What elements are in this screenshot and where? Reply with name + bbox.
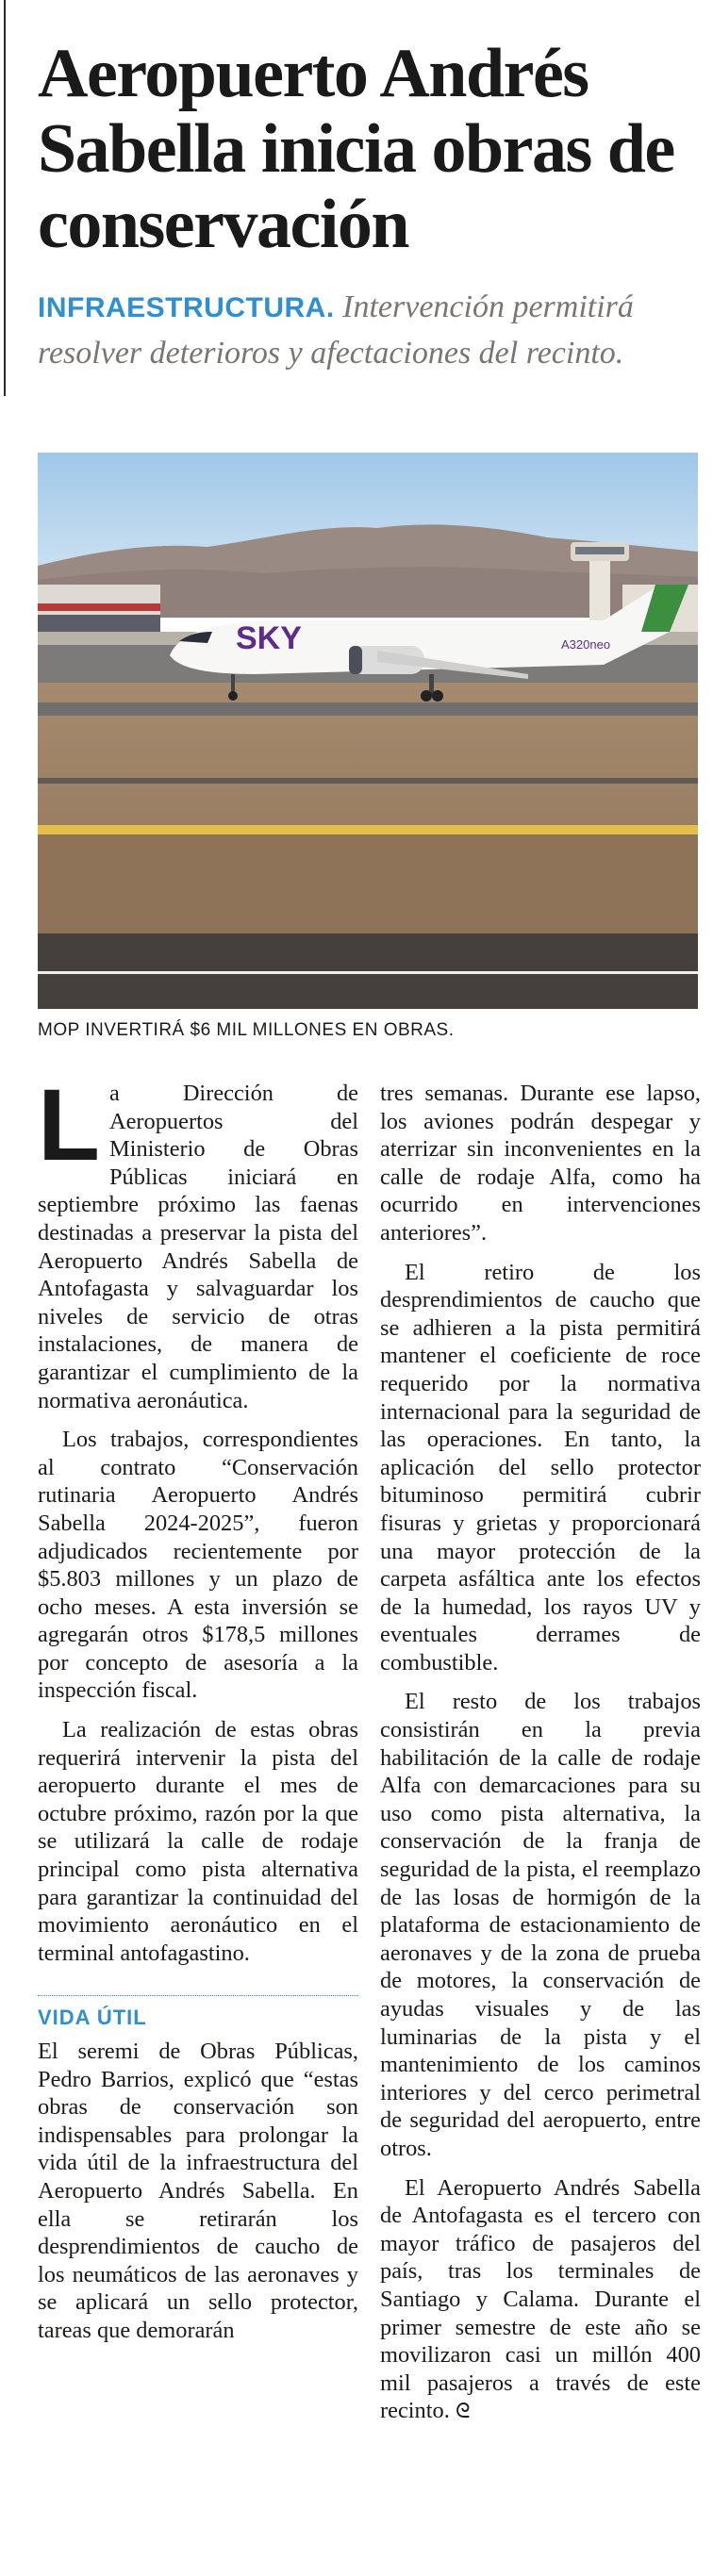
aircraft-model-text: A320neo — [561, 637, 611, 652]
aircraft-brand-text: SKY — [236, 620, 302, 656]
section-kicker: INFRAESTRUCTURA. — [38, 292, 335, 323]
paragraph: El seremi de Obras Públicas, Pedro Barrios, explicó que “estas obras de conservación son indispensables para prolongar la vida útil de la infraestructura del Aeropuerto Andrés Sabella. En ella se retirarán los desprendimientos de caucho de los neumáticos de las aeronaves y se aplicará un sello protector, tareas que demorarán — [38, 2039, 358, 2343]
lead-text: Intervención permitirá resolver deterioros y afectaciones del recinto. — [38, 289, 634, 371]
paragraph: Los trabajos, correspondientes al contrato “Conservación rutinaria Aeropuerto Andrés Sabella 2024-2025”, fueron adjudicados recientemente por $5.803 millones y un plazo de ocho meses. A esta inversión se agregarán otros $178,5 millones por concepto de asesoría a la inspección fiscal. — [38, 1427, 358, 1704]
section-title: VIDA ÚTIL — [38, 1995, 358, 2032]
paragraph: La realización de estas obras requerirá intervenir la pista del aeropuerto durante el mes de octubre próximo, razón por la que se utilizará la calle de rodaje principal como pista alternativa para garantizar la continuidad del movimiento aeronáutico en el terminal antofagastino. — [38, 1717, 358, 1966]
paragraph — [38, 1067, 358, 1414]
article-column-left — [38, 1067, 358, 2345]
drop-cap: L — [38, 1067, 100, 1181]
paragraph-text: El Aeropuerto Andrés Sabella de Antofagasta es el tercero con mayor tráfico de pasajeros del país, tras los terminales de Santiago y Calama. Durante el primer semestre de este año se movilizaron casi un millón 400 mil pasajeros a través de este recinto. — [380, 2174, 701, 2424]
paragraph-text: a Dirección de Aeropuertos del Ministerio de Obras Públicas iniciará en septiembre próximo las faenas destinadas a preservar la pista del Aeropuerto Andrés Sabella de Antofagasta y salvaguardar los niveles de servicio de otras instalaciones, de manera de garantizar el cumplimiento de la normativa aeronáutica. — [38, 1081, 358, 1413]
article-column-right — [380, 1080, 701, 2426]
article-headline: Aeropuerto Andrés Sabella inicia obras de conservación — [38, 35, 674, 263]
end-of-article-icon: ᘓ — [455, 2400, 471, 2424]
article-lead — [38, 285, 698, 376]
paragraph: tres semanas. Durante ese lapso, los aviones podrán despegar y aterrizar sin inconvenientes en la calle de rodaje Alfa, como ha ocurrido en intervenciones anteriores”. — [380, 1081, 701, 1246]
article-photo — [38, 453, 698, 1009]
photo-caption: MOP INVERTIRÁ $6 MIL MILLONES EN OBRAS. — [38, 1020, 455, 1040]
paragraph: El retiro de los desprendimientos de caucho que se adhieren a la pista permitirá mantener el coeficiente de roce requerido por la normativa internacional para la seguridad de las operaciones. En tanto, la aplicación del sello protector bituminoso permitirá cubrir fisuras y grietas y proporcionará una mayor protección de la carpeta asfáltica ante los efectos de la humedad, los rayos UV y eventuales derrames de combustible. — [380, 1259, 701, 1676]
paragraph — [380, 2174, 701, 2426]
paragraph: El resto de los trabajos consistirán en la previa habilitación de la calle de rodaje Alfa con demarcaciones para su uso como pista alternativa, la conservación de la franja de seguridad de la pista, el reemplazo de las losas de hormigón de la plataforma de estacionamiento de aeronaves y de la zona de prueba de motores, la conservación de ayudas visuales y de las luminarias de la pista y el mantenimiento de los caminos interiores y del cerco perimetral de seguridad del aeropuerto, entre otros. — [380, 1689, 701, 2161]
left-margin-rule — [4, 0, 6, 396]
